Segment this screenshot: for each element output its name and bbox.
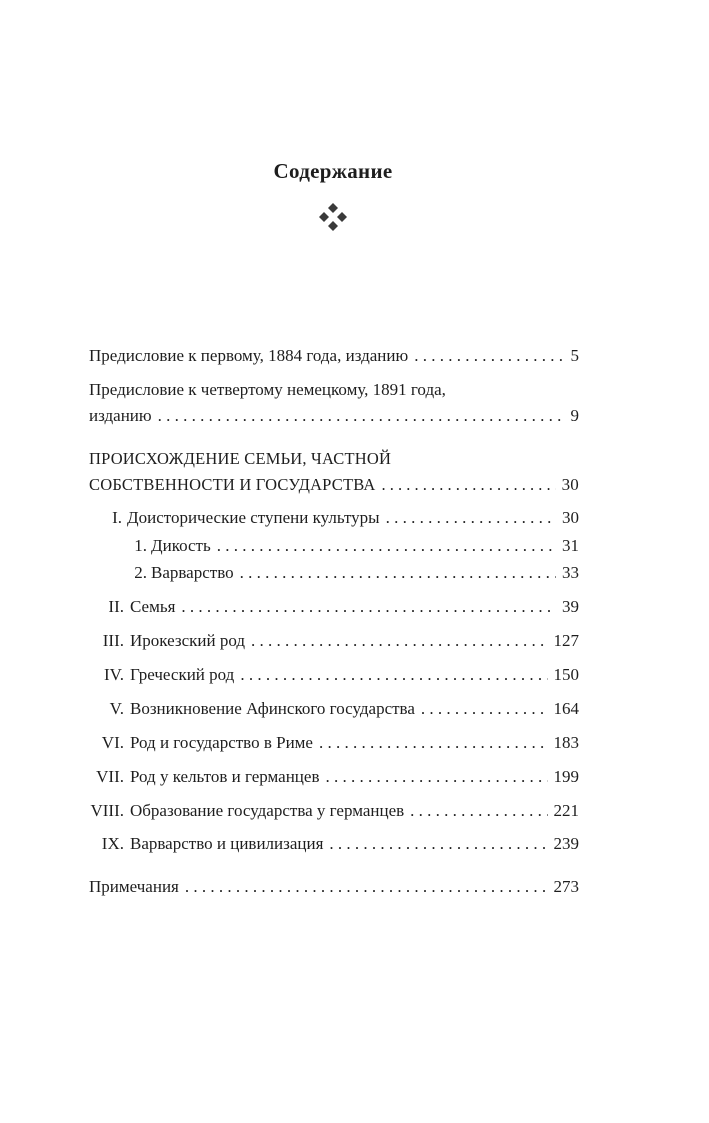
dot-leader: [414, 343, 564, 369]
toc-entry-chapter[interactable]: [89, 662, 579, 688]
dot-leader: [240, 560, 556, 586]
dot-leader: [325, 764, 547, 790]
toc-page-number: 30: [561, 475, 579, 494]
toc-chapter-number: IX.: [101, 834, 124, 853]
toc-entry-main-work[interactable]: [89, 446, 579, 498]
dot-leader: [158, 403, 565, 429]
toc-page-number: 199: [553, 767, 579, 786]
dot-leader: [240, 662, 547, 688]
toc-page-number: 30: [562, 508, 579, 527]
toc-page-number: 9: [570, 406, 579, 425]
toc-entry-label: Ирокезский род: [130, 631, 245, 650]
toc-entry-chapter[interactable]: [89, 798, 579, 824]
toc-entry-label-line1: ПРОИСХОЖДЕНИЕ СЕМЬИ, ЧАСТНОЙ: [89, 449, 392, 468]
toc-entry-label: Греческий род: [130, 665, 235, 684]
toc-entry-label: Род и государство в Риме: [130, 733, 313, 752]
toc-subsection-number: 2.: [134, 563, 147, 582]
toc-chapter-number: I.: [112, 508, 122, 527]
toc-page-number: 273: [553, 877, 579, 896]
toc-page-number: 221: [553, 801, 579, 820]
dot-leader: [386, 505, 556, 531]
dot-leader: [185, 874, 548, 900]
toc-entry-notes[interactable]: [89, 874, 579, 900]
toc-entry-label: Образование государства у германцев: [130, 801, 405, 820]
toc-page-number: 183: [553, 733, 579, 752]
toc-subsection-number: 1.: [134, 536, 147, 555]
toc-entry-label: Доисторические ступени культуры: [127, 508, 380, 527]
four-diamonds-ornament-icon: [318, 202, 348, 232]
dot-leader: [251, 628, 548, 654]
toc-entry-subsection[interactable]: [89, 560, 579, 586]
toc-page-number: 5: [570, 346, 579, 365]
toc-entry-label: Варварство: [151, 563, 234, 582]
dot-leader: [410, 798, 547, 824]
toc-entry-label: Возникновение Афинского государства: [130, 699, 415, 718]
toc-entry-chapter[interactable]: [89, 831, 579, 857]
toc-chapter-number: III.: [102, 631, 124, 650]
dot-leader: [181, 594, 556, 620]
dot-leader: [421, 696, 548, 722]
dot-leader: [382, 472, 556, 498]
toc-chapter-number: VIII.: [90, 801, 124, 820]
toc-chapter-number: II.: [108, 597, 124, 616]
toc-entry-label: Предисловие к первому, 1884 года, изданию: [89, 346, 409, 365]
toc-chapter-number: VII.: [96, 767, 124, 786]
toc-entry-label: Примечания: [89, 877, 179, 896]
toc-page-number: 39: [562, 597, 579, 616]
toc-entry-label: Варварство и цивилизация: [130, 834, 324, 853]
toc-entry-label-line1: Предисловие к четвертому немецкому, 1891 года,: [89, 380, 446, 399]
dot-leader: [329, 831, 547, 857]
toc-entry-label: Семья: [130, 597, 176, 616]
toc-page-number: 239: [553, 834, 579, 853]
toc-entry-chapter[interactable]: [89, 594, 579, 620]
dot-leader: [319, 730, 548, 756]
toc-page-number: 31: [562, 536, 579, 555]
toc-entry-preface-first[interactable]: [89, 343, 579, 369]
toc-entry-chapter[interactable]: [89, 505, 579, 531]
toc-entry-chapter[interactable]: [89, 730, 579, 756]
toc-page-number: 164: [553, 699, 579, 718]
toc-entry-label-line2: СОБСТВЕННОСТИ И ГОСУДАРСТВА: [89, 475, 376, 494]
toc-entry-chapter[interactable]: [89, 628, 579, 654]
toc-entry-chapter[interactable]: [89, 696, 579, 722]
page-title: Содержание: [273, 159, 393, 184]
toc-page-number: 33: [562, 563, 579, 582]
toc-page-number: 150: [553, 665, 579, 684]
toc-chapter-number: IV.: [104, 665, 124, 684]
toc-chapter-number: V.: [109, 699, 124, 718]
toc-page-number: 127: [553, 631, 579, 650]
toc-entry-label-line2: изданию: [89, 406, 152, 425]
dot-leader: [217, 533, 556, 559]
toc-entry-subsection[interactable]: [89, 533, 579, 559]
toc-entry-chapter[interactable]: [89, 764, 579, 790]
toc-entry-label: Дикость: [151, 536, 211, 555]
toc-entry-preface-fourth[interactable]: [89, 377, 579, 429]
toc-chapter-number: VI.: [101, 733, 124, 752]
toc-entry-label: Род у кельтов и германцев: [130, 767, 320, 786]
